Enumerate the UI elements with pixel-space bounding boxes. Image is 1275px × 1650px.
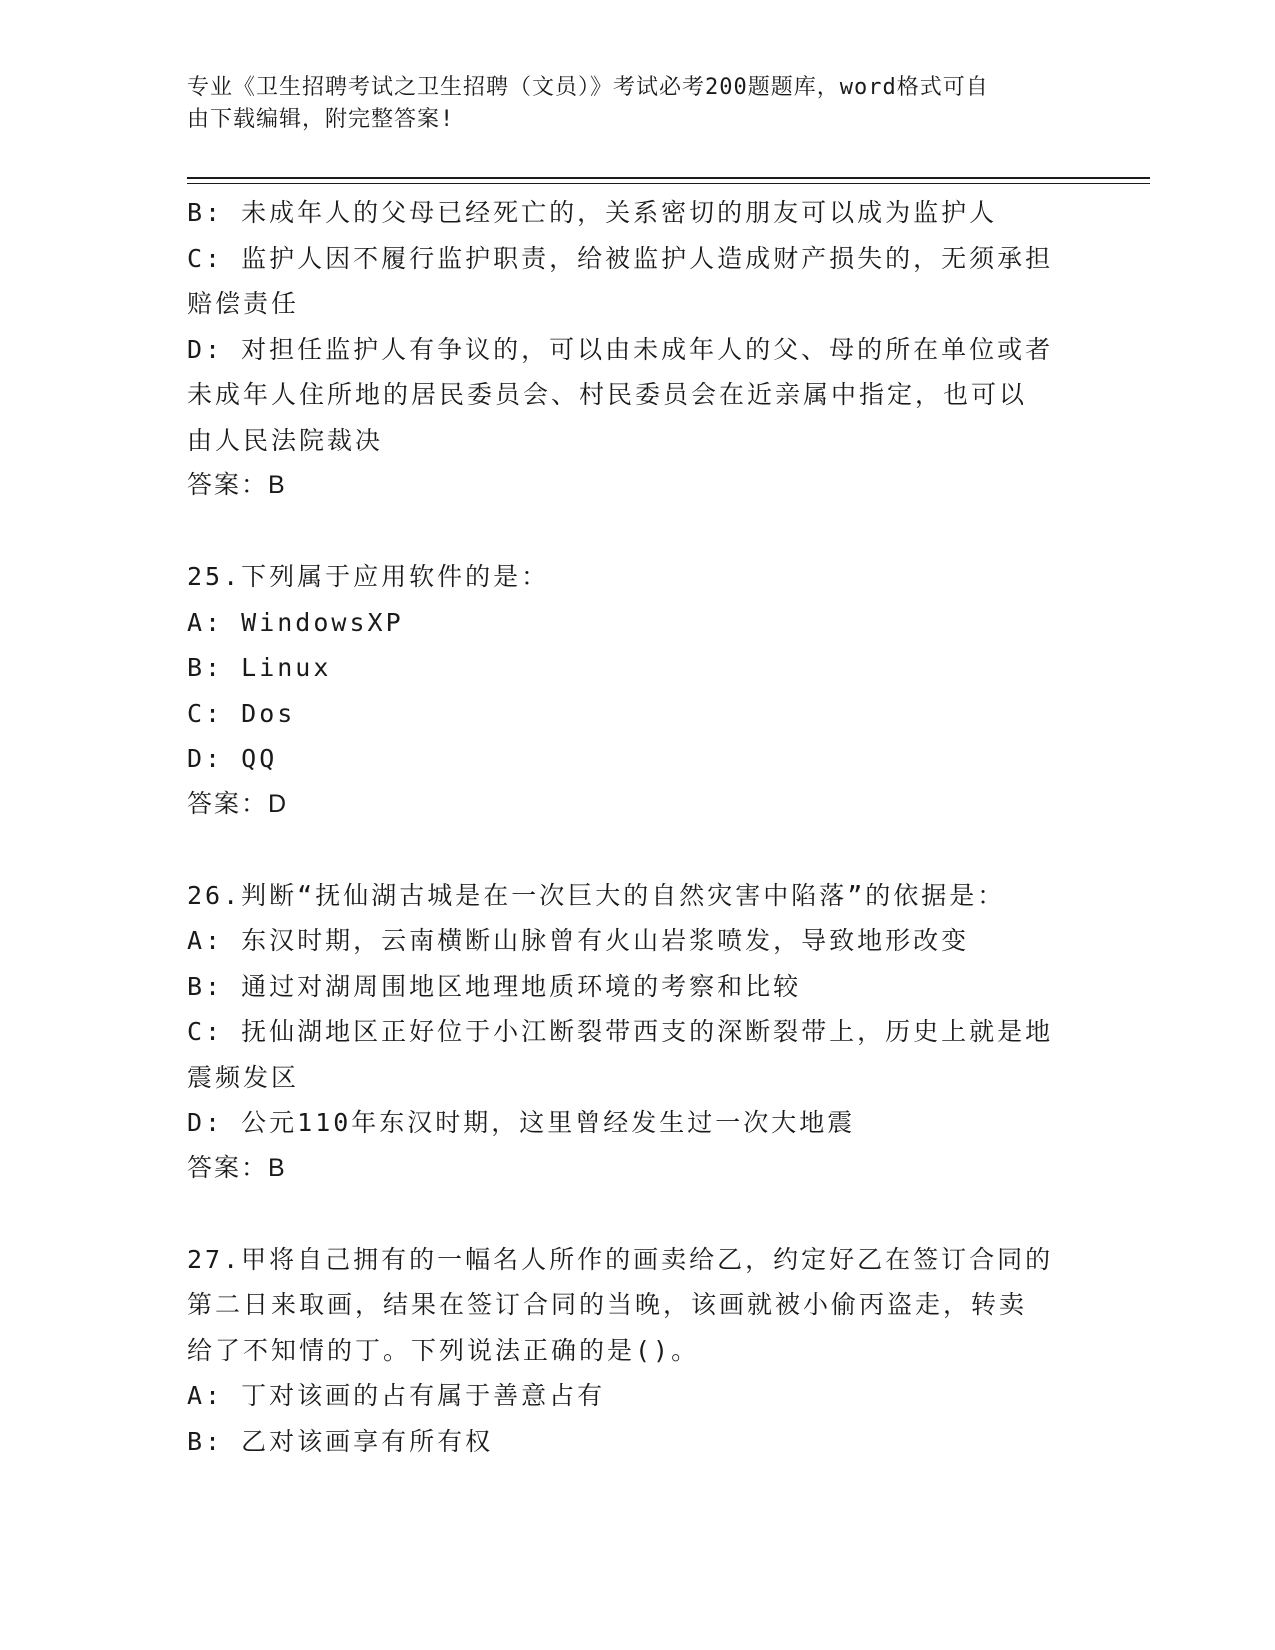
- question-block-25: [187, 554, 1087, 827]
- header-line-2: 由下载编辑，附完整答案!: [187, 107, 455, 132]
- option-a: A: WindowsXP: [187, 607, 404, 637]
- question-block-27: [187, 1237, 1087, 1465]
- spacer: [187, 1191, 1087, 1237]
- option-c: C: Dos: [187, 698, 296, 728]
- option-b: B: 未成年人的父母已经死亡的，关系密切的朋友可以成为监护人: [187, 198, 998, 227]
- question-block-24: [187, 190, 1087, 509]
- option-c-line-2: 震频发区: [187, 1062, 300, 1092]
- question-stem: 26.判断“抚仙湖古城是在一次巨大的自然灾害中陷落”的依据是：: [187, 880, 1006, 910]
- answer-line: 答案：B: [187, 1153, 287, 1182]
- option-c-line-2: 赔偿责任: [187, 289, 300, 318]
- option-b: B: 通过对湖周围地区地理地质环境的考察和比较: [187, 971, 802, 1001]
- option-d-line-1: D: 对担任监护人有争议的，可以由未成年人的父、母的所在单位或者: [187, 334, 1054, 364]
- option-d: D: QQ: [187, 744, 278, 773]
- question-stem-line-1: 27.甲将自己拥有的一幅名人所作的画卖给乙，约定好乙在签订合同的: [187, 1244, 1054, 1274]
- answer-line: 答案：B: [187, 471, 287, 499]
- spacer: [187, 509, 1087, 555]
- option-b: B: 乙对该画享有所有权: [187, 1426, 494, 1456]
- header-divider-thin: [187, 183, 1150, 184]
- question-content: [187, 190, 1087, 1464]
- option-a: A: 丁对该画的占有属于善意占有: [187, 1381, 606, 1410]
- option-b: B: Linux: [187, 653, 332, 682]
- question-stem-line-3: 给了不知情的丁。下列说法正确的是()。: [187, 1335, 700, 1365]
- spacer: [187, 827, 1087, 873]
- option-d-line-2: 未成年人住所地的居民委员会、村民委员会在近亲属中指定，也可以: [187, 380, 1028, 409]
- document-header: [187, 72, 1067, 136]
- option-c-line-1: C: 抚仙湖地区正好位于小江断裂带西支的深断裂带上，历史上就是地: [187, 1017, 1054, 1046]
- header-line-1: 专业《卫生招聘考试之卫生招聘（文员）》考试必考200题题库，word格式可自: [187, 75, 989, 100]
- option-d-line-3: 由人民法院裁决: [187, 425, 384, 455]
- answer-line: 答案：D: [187, 789, 289, 818]
- header-divider-thick: [187, 177, 1150, 179]
- option-c-line-1: C: 监护人因不履行监护职责，给被监护人造成财产损失的，无须承担: [187, 243, 1054, 273]
- option-a: A: 东汉时期，云南横断山脉曾有火山岩浆喷发，导致地形改变: [187, 926, 970, 955]
- question-stem-line-2: 第二日来取画，结果在签订合同的当晚，该画就被小偷丙盗走，转卖: [187, 1290, 1028, 1319]
- question-block-26: [187, 873, 1087, 1192]
- option-d: D: 公元110年东汉时期，这里曾经发生过一次大地震: [187, 1108, 856, 1137]
- question-stem: 25.下列属于应用软件的是：: [187, 562, 550, 591]
